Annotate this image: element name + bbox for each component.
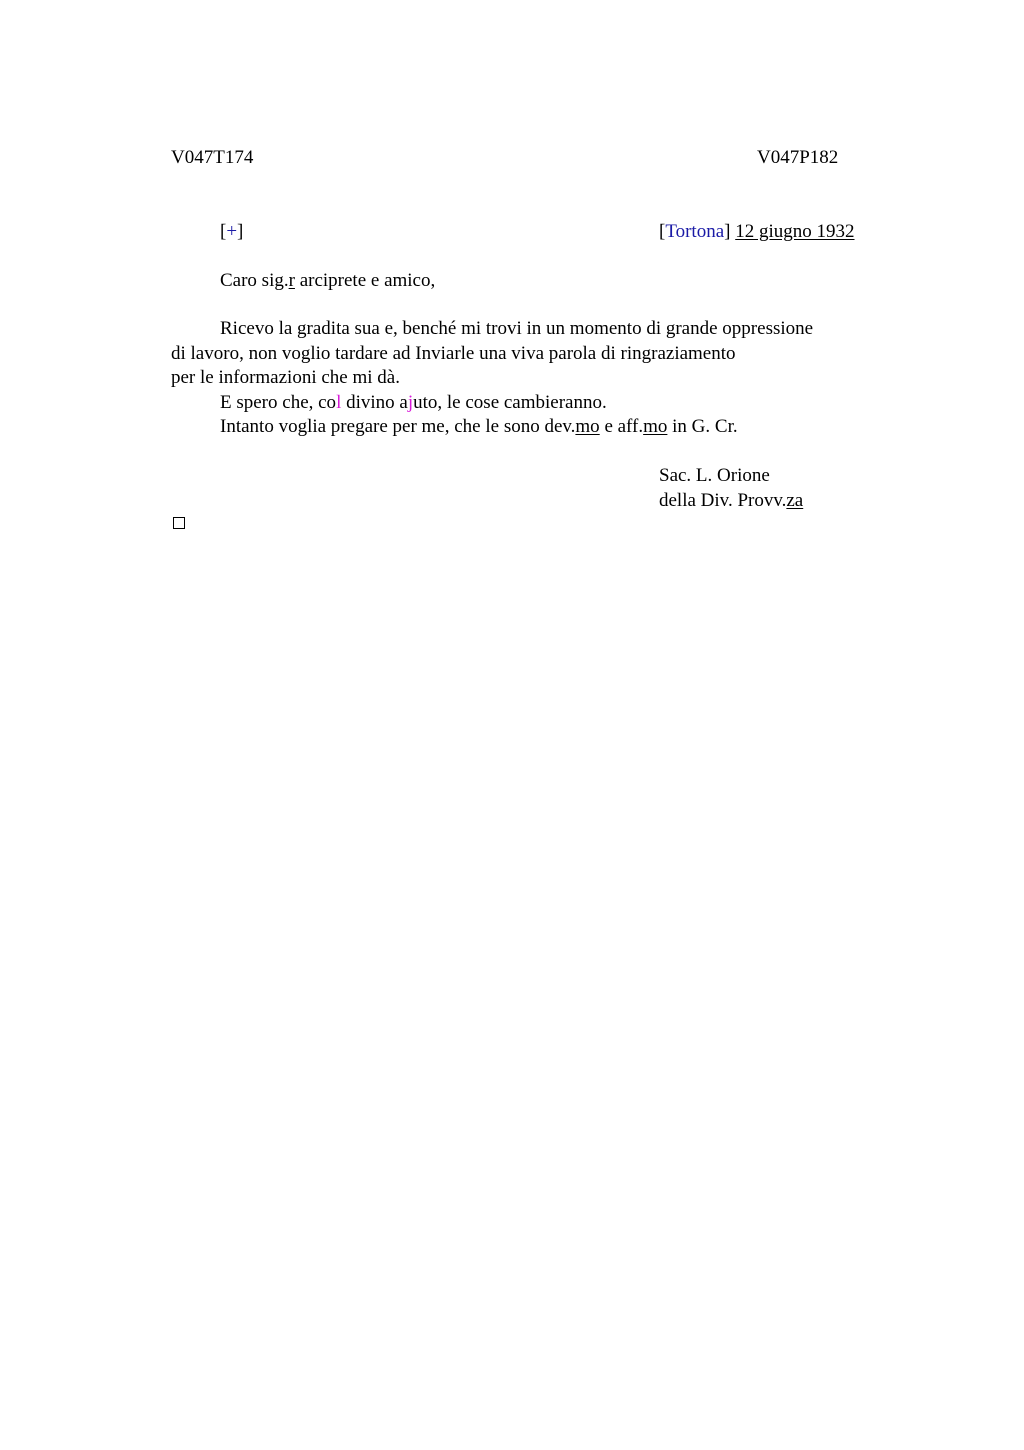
bracket-open: [ [220,221,227,242]
end-marker-checkbox[interactable] [173,517,185,529]
highlighted-letter: j [407,391,414,413]
body-text: Ricevo la gradita sua e, benché mi trovi in un momento di grande oppressione [220,318,814,339]
signature-title [659,489,803,513]
body-text: uto, le cose cambieranno. [413,391,607,413]
body-line: per le informazioni che mi dà. [171,367,400,388]
letter-body [171,317,871,440]
cross-mark [220,220,243,244]
body-line [171,317,871,342]
bracket-close: ] [237,221,244,242]
signature-name: Sac. L. Orione [659,465,770,486]
page-code-left: V047T174 [171,147,254,168]
dateline [659,220,855,244]
abbreviation: mo [575,416,600,437]
page-code-right: V047P182 [757,147,839,168]
highlighted-letter: l [336,391,342,413]
salutation-abbreviation: r [288,270,295,291]
body-text: e aff. [599,416,644,437]
body-text: E spero che, co [220,391,337,413]
body-line: di lavoro, non voglio tardare ad Inviarle una viva parola di ringraziamento [171,342,736,364]
body-line [171,415,871,440]
abbreviation: mo [643,416,668,437]
salutation-end: arciprete e amico, [294,270,436,291]
place-bracket-close: ] [724,221,731,242]
body-text: Intanto voglia pregare per me, che le sono dev. [220,416,576,437]
place-bracket-open: [ [659,221,666,242]
signature-title-text: della Div. Provv. [659,490,787,511]
salutation [220,269,435,293]
letter-date: 12 giugno 1932 [735,221,855,242]
body-text: divino a [341,391,408,413]
place-name: Tortona [665,221,725,242]
signature-abbreviation: za [786,490,804,511]
body-text: in G. Cr. [667,416,738,437]
salutation-start: Caro sig. [220,270,289,291]
body-line [171,391,871,416]
cross-symbol: + [226,221,238,242]
